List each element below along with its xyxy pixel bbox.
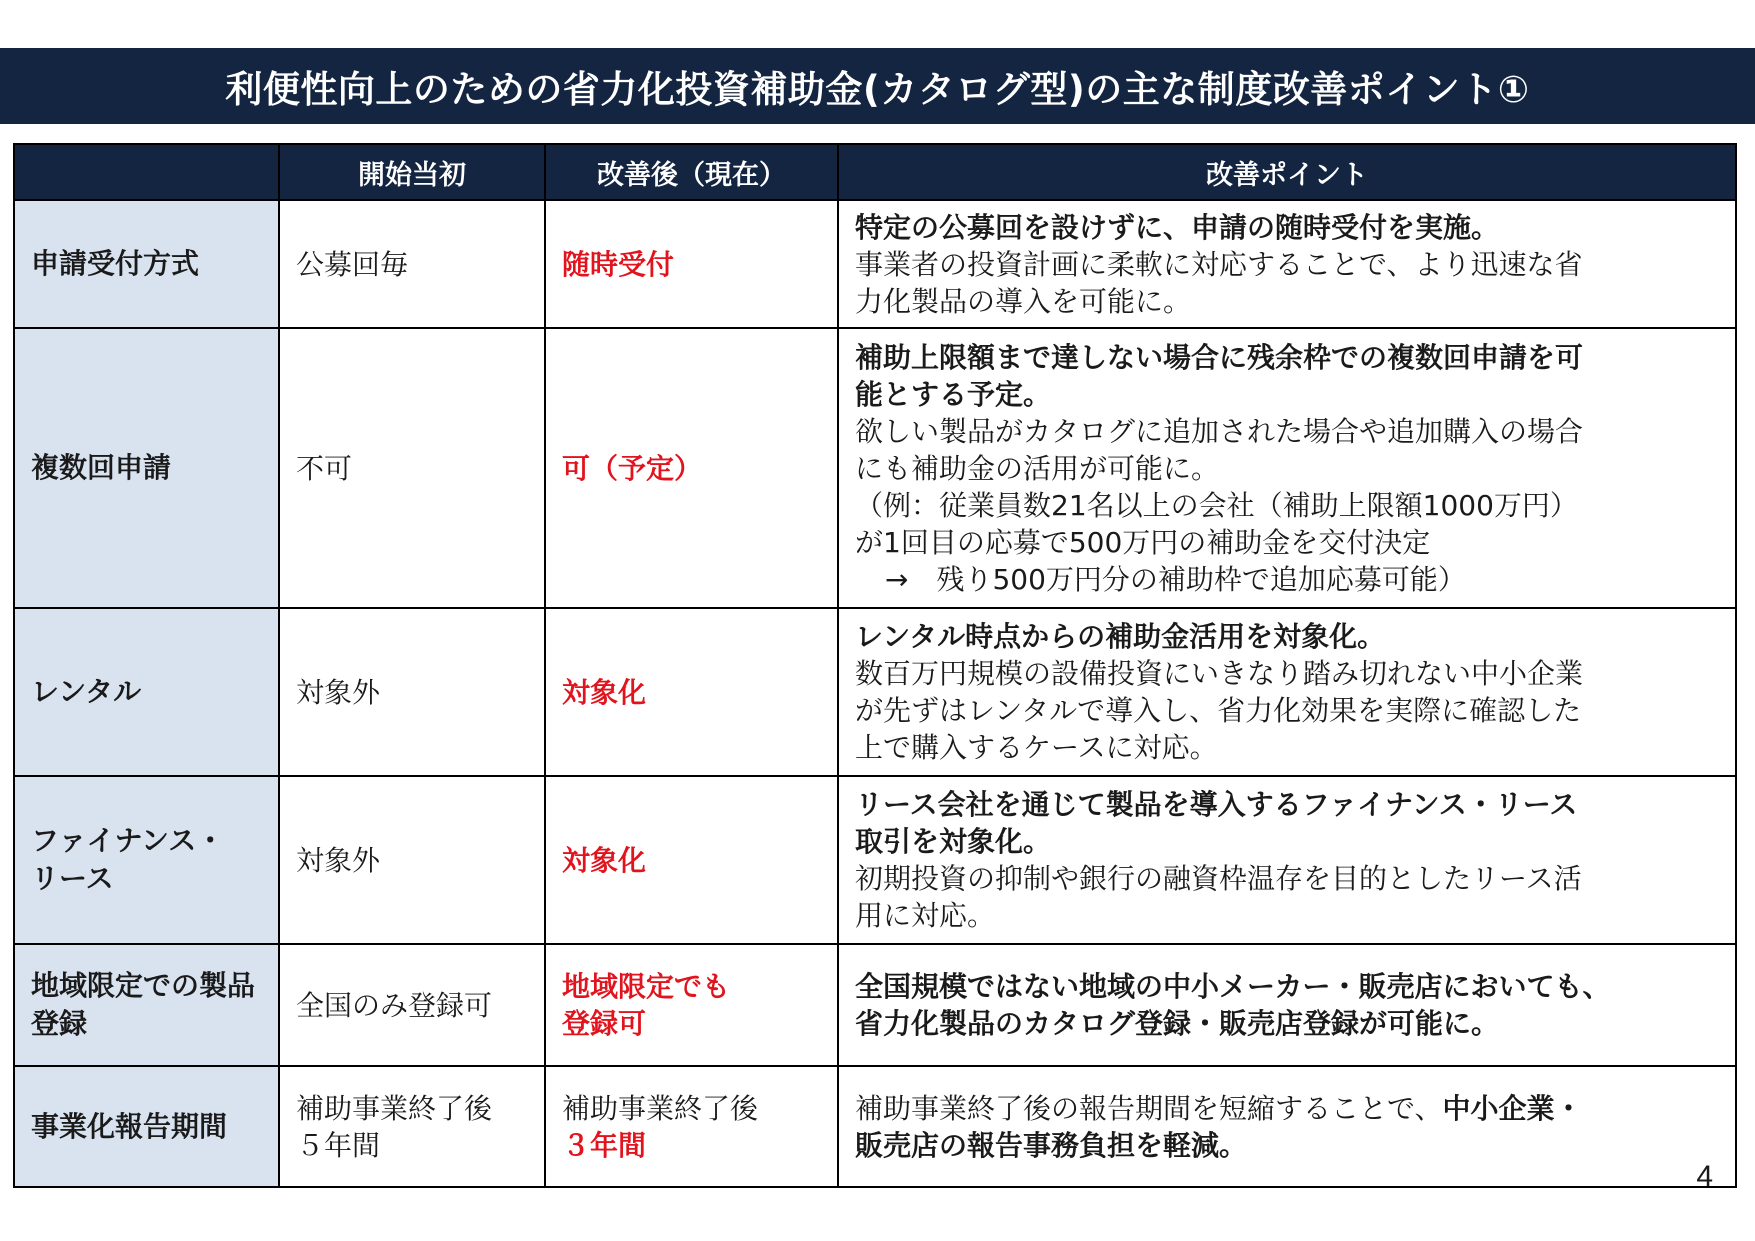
point-line: 初期投資の抑制や銀行の融資枠温存を目的としたリース活 [855,862,1582,895]
header-empty [14,144,279,200]
point-line: （例：従業員数21名以上の会社（補助上限額1000万円） [855,488,1578,522]
row-after: 随時受付 [545,200,838,328]
point-line: → 残り500万円分の補助枠で追加応募可能） [885,562,1466,596]
row-label: 複数回申請 [14,328,279,608]
after-line: 補助事業終了後 [562,1091,759,1125]
row-before: 対象外 [279,608,545,776]
before-line: ５年間 [296,1128,381,1162]
row-point [838,200,1736,328]
table-row [14,944,1736,1066]
row-point [838,944,1736,1066]
after-line: 地域限定でも [562,970,731,1003]
point-line: 数百万円規模の設備投資にいきなり踏み切れない中小企業 [855,657,1584,690]
row-after [545,1066,838,1187]
row-before [279,1066,545,1187]
page-number: 4 [1696,1160,1713,1193]
point-line: が1回目の応募で500万円の補助金を交付決定 [855,525,1431,559]
point-headline: リース会社を通じて製品を導入するファイナンス・リース [855,788,1578,821]
table-row [14,608,1736,776]
header-improved: 改善後（現在） [545,144,838,200]
table-row [14,776,1736,944]
point-headline: 特定の公募回を設けずに、申請の随時受付を実施。 [855,210,1500,244]
label-line: ファイナンス・ [31,824,225,857]
point-headline: レンタル時点からの補助金活用を対象化。 [855,620,1386,653]
improvement-table [13,143,1737,1188]
row-after: 対象化 [545,776,838,944]
point-line [855,1090,1719,1127]
point-line: 欲しい製品がカタログに追加された場合や追加購入の場合 [855,414,1584,448]
row-before: 不可 [279,328,545,608]
row-after: 可（予定） [545,328,838,608]
point-headline: 取引を対象化。 [855,825,1052,858]
point-bold-line: 販売店の報告事務負担を軽減。 [855,1128,1248,1162]
row-point [838,608,1736,776]
before-line: 補助事業終了後 [296,1091,493,1125]
header-point: 改善ポイント [838,144,1736,200]
point-normal-text: 補助事業終了後の報告期間を短縮することで、 [855,1091,1443,1125]
table-row [14,200,1736,328]
point-line: が先ずはレンタルで導入し、省力化効果を実際に確認した [855,694,1582,727]
row-before: 対象外 [279,776,545,944]
row-point [838,776,1736,944]
slide-title-bar [0,48,1755,124]
table-row [14,328,1736,608]
row-label [14,776,279,944]
slide-title: 利便性向上のための省力化投資補助金(カタログ型)の主な制度改善ポイント① [225,68,1530,111]
label-line: 地域限定での製品 [31,969,256,1002]
header-initial: 開始当初 [279,144,545,200]
row-point [838,1066,1736,1187]
point-headline: 省力化製品のカタログ登録・販売店登録が可能に。 [855,1007,1500,1040]
label-line: リース [31,862,114,895]
after-line-highlight: ３年間 [562,1128,647,1162]
row-after [545,944,838,1066]
point-line: 力化製品の導入を可能に。 [855,284,1192,318]
label-line: 登録 [31,1007,88,1040]
row-before: 全国のみ登録可 [279,944,545,1066]
row-label: 申請受付方式 [14,200,279,328]
row-label: 事業化報告期間 [14,1066,279,1187]
point-bold-text: 中小企業・ [1442,1091,1583,1125]
row-after: 対象化 [545,608,838,776]
point-line: にも補助金の活用が可能に。 [855,451,1220,485]
point-line: 上で購入するケースに対応。 [855,731,1218,764]
table-row [14,1066,1736,1187]
row-label [14,944,279,1066]
point-headline: 全国規模ではない地域の中小メーカー・販売店においても、 [855,970,1611,1003]
row-label: レンタル [14,608,279,776]
after-line: 登録可 [562,1007,647,1040]
point-headline: 補助上限額まで達しない場合に残余枠での複数回申請を可 [855,340,1584,374]
point-line: 用に対応。 [855,899,996,932]
point-headline: 能とする予定。 [855,377,1052,411]
point-line: 事業者の投資計画に柔軟に対応することで、より迅速な省 [855,247,1583,281]
table-header-row [14,144,1736,200]
row-before: 公募回毎 [279,200,545,328]
row-point [838,328,1736,608]
